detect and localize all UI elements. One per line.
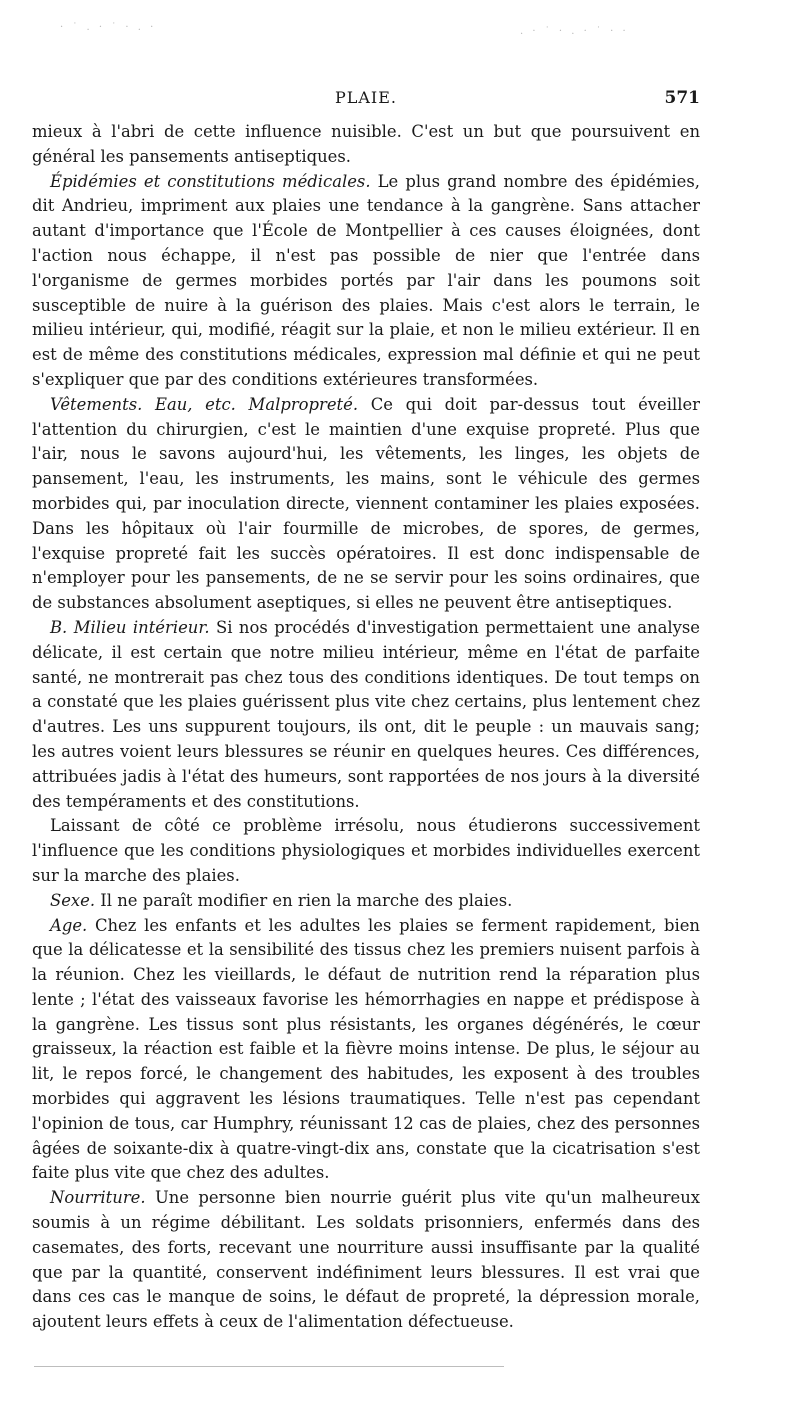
page-header <box>32 88 700 114</box>
scan-specks-top-right: . · ˙ · . · ˙ · · <box>520 26 629 37</box>
paragraph <box>32 616 700 814</box>
paragraph <box>32 814 700 888</box>
paragraph-heading: B. Milieu intérieur. <box>50 617 210 637</box>
paragraph-text: Une personne bien nourrie guérit plus vite qu'un malheureux soumis à un régime débilitant. Les soldats prisonniers, enfermés dans des casemates, des forts, recevant une nourriture aussi insuffisante par la qualité que par la quantité, conservent indéfiniment leurs blessures. Il est vrai que dans ces cas le manque de soins, le défaut de propreté, la dépression morale, ajoutent leurs effets à ceux de l'alimentation défectueuse. <box>32 1188 700 1332</box>
paragraph <box>32 914 700 1187</box>
scan-specks-top: · ˙ . · ˙ · . · <box>60 22 157 33</box>
running-title: PLAIE. <box>334 88 398 107</box>
paragraph-text: Il ne paraît modifier en rien la marche des plaies. <box>95 890 513 910</box>
paragraph <box>32 393 700 616</box>
paragraph-text: Ce qui doit par-dessus tout éveiller l'attention du chirurgien, c'est le maintien d'une exquise propreté. Plus que l'air, nous le savons aujourd'hui, les vêtements, les linges, les objets de pansement, l'eau, les instruments, les mains, sont le véhicule des germes morbides qui, par inoculation directe, viennent contaminer les plaies exposées. Dans les hôpitaux où l'air fourmille de microbes, de spores, de germes, l'exquise propreté fait les succès opératoires. Il est donc indispensable de n'employer pour les pansements, de ne se servir pour les soins ordinaires, que de substances absolument aseptiques, si elles ne peuvent être antiseptiques. <box>32 394 700 613</box>
paragraph <box>32 120 700 170</box>
paragraph-text: Le plus grand nombre des épidémies, dit Andrieu, impriment aux plaies une tendance à la gangrène. Sans attacher autant d'importance que l'École de Montpellier à ces causes éloignées, dont l'action nous échappe, il n'est pas possible de nier que l'entrée dans l'organisme de germes morbides portés par l'air dans les poumons soit susceptible de nuire à la guérison des plaies. Mais c'est alors le terrain, le milieu intérieur, qui, modifié, réagit sur la plaie, et non le milieu extérieur. Il en est de même des constitutions médicales, expression mal définie et qui ne peut s'expliquer que par des conditions extérieures transformées. <box>32 171 700 389</box>
paragraph-heading: Age. <box>50 915 88 935</box>
paragraph <box>32 889 700 914</box>
paragraph-text: Si nos procédés d'investigation permettaient une analyse délicate, il est certain que notre milieu intérieur, même en l'état de parfaite santé, ne montrerait pas chez tous des conditions identiques. De tout temps on a constaté que les plaies guérissent plus vite chez certains, plus lentement chez d'autres. Les uns suppurent toujours, ils ont, dit le peuple : un mauvais sang; les autres voient leurs blessures se réunir en quelques heures. Ces différences, attribuées jadis à l'état des humeurs, sont rapportées de nos jours à la diversité des tempéraments et des constitutions. <box>32 617 701 811</box>
paragraph-heading: Vêtements. Eau, etc. Malpropreté. <box>50 394 359 414</box>
paragraph-heading: Épidémies et constitutions médicales. <box>50 171 371 191</box>
page-number: 571 <box>664 88 700 108</box>
scan-bleed-line <box>34 1366 504 1367</box>
paragraph-text: Laissant de côté ce problème irrésolu, nous étudierons successivement l'influence que les conditions physiologiques et morbides individuelles exercent sur la marche des plaies. <box>32 816 700 885</box>
paragraph-heading: Sexe. <box>50 890 96 910</box>
paragraph-text: mieux à l'abri de cette influence nuisible. C'est un but que poursuivent en général les pansements antiseptiques. <box>32 122 700 166</box>
body-text <box>32 120 700 1335</box>
paragraph-heading: Nourriture. <box>50 1188 146 1208</box>
paragraph <box>32 1186 700 1335</box>
paragraph <box>32 170 700 393</box>
paragraph-text: Chez les enfants et les adultes les plaies se ferment rapidement, bien que la délicatesse et la sensibilité des tissus chez les premiers nuisent parfois à la réunion. Chez les vieillards, le défaut de nutrition rend la réparation plus lente ; l'état des vaisseaux favorise les hémorrhagies en nappe et prédispose à la gangrène. Les tissus sont plus résistants, les organes dégénérés, le cœur graisseux, la réaction est faible et la fièvre moins intense. De plus, le séjour au lit, le repos forcé, le changement des habitudes, les exposent à des troubles morbides qui aggravent les lésions traumatiques. Telle n'est pas cependant l'opinion de tous, car Humphry, réunissant 12 cas de plaies, chez des personnes âgées de soixante-dix à quatre-vingt-dix ans, constate que la cicatrisation s'est faite plus vite que chez des adultes. <box>32 915 700 1183</box>
